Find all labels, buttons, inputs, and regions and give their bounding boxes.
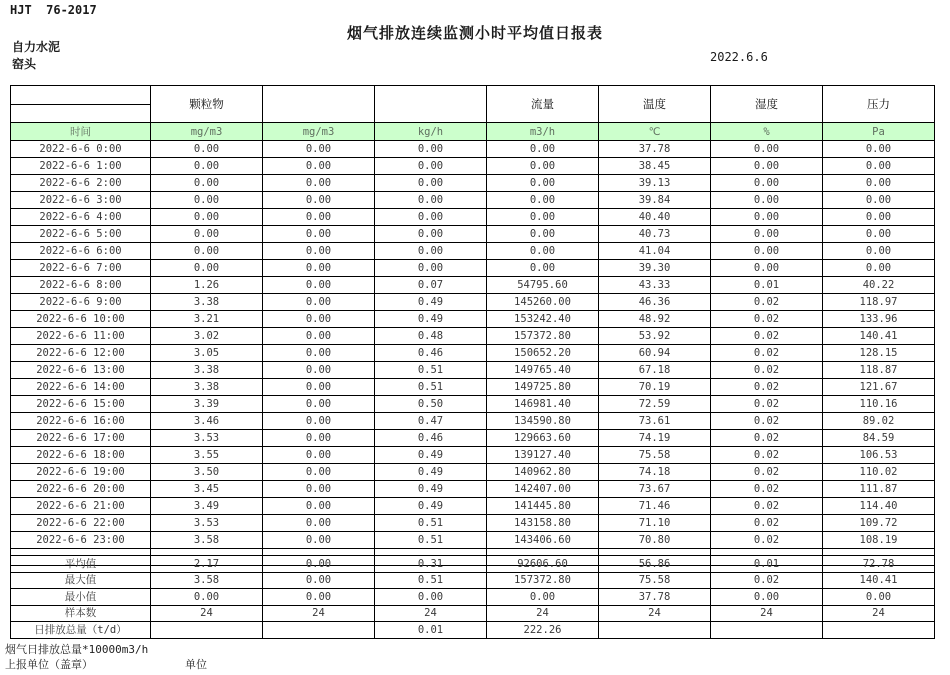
value-cell: 0.49 (375, 498, 487, 515)
value-cell: 0.00 (487, 141, 599, 158)
summary-value: 140.41 (823, 572, 935, 589)
value-cell: 0.00 (151, 175, 263, 192)
summary-table (10, 555, 935, 639)
time-cell: 2022-6-6 2:00 (11, 175, 151, 192)
col-header-flow: 流量 (487, 86, 599, 123)
hourly-row (11, 345, 935, 362)
value-cell: 41.04 (599, 243, 711, 260)
summary-value: 0.00 (263, 556, 375, 573)
time-cell: 2022-6-6 13:00 (11, 362, 151, 379)
time-cell: 2022-6-6 7:00 (11, 260, 151, 277)
value-cell: 0.00 (487, 158, 599, 175)
summary-value: 92606.60 (487, 556, 599, 573)
time-cell: 2022-6-6 22:00 (11, 515, 151, 532)
hourly-row (11, 532, 935, 549)
time-cell: 2022-6-6 4:00 (11, 209, 151, 226)
summary-value (599, 622, 711, 639)
value-cell: 0.00 (263, 430, 375, 447)
value-cell: 121.67 (823, 379, 935, 396)
value-cell: 0.02 (711, 311, 823, 328)
value-cell: 142407.00 (487, 481, 599, 498)
time-cell: 2022-6-6 19:00 (11, 464, 151, 481)
summary-label: 平均值 (11, 556, 151, 573)
value-cell: 0.00 (375, 158, 487, 175)
summary-row (11, 589, 935, 606)
time-cell: 2022-6-6 8:00 (11, 277, 151, 294)
value-cell: 0.00 (711, 158, 823, 175)
value-cell: 0.46 (375, 430, 487, 447)
value-cell: 109.72 (823, 515, 935, 532)
hourly-row (11, 158, 935, 175)
value-cell: 139127.40 (487, 447, 599, 464)
value-cell: 0.00 (375, 192, 487, 209)
summary-value: 24 (263, 605, 375, 622)
value-cell: 60.94 (599, 345, 711, 362)
value-cell: 0.00 (263, 498, 375, 515)
value-cell: 108.19 (823, 532, 935, 549)
summary-value: 157372.80 (487, 572, 599, 589)
hourly-row (11, 447, 935, 464)
report-date: 2022.6.6 (710, 50, 768, 64)
unit-header-row (11, 123, 935, 141)
time-header-blank-top (11, 86, 151, 105)
value-cell: 43.33 (599, 277, 711, 294)
flow-total-note: 烟气日排放总量*10000m3/h (5, 643, 149, 656)
summary-value: 24 (599, 605, 711, 622)
value-cell: 0.00 (711, 243, 823, 260)
value-cell: 0.50 (375, 396, 487, 413)
value-cell: 0.49 (375, 294, 487, 311)
unit-percent: % (711, 123, 823, 141)
value-cell: 153242.40 (487, 311, 599, 328)
value-cell: 0.00 (375, 209, 487, 226)
value-cell: 70.80 (599, 532, 711, 549)
hourly-row (11, 175, 935, 192)
value-cell: 0.02 (711, 515, 823, 532)
value-cell: 0.00 (711, 141, 823, 158)
value-cell: 0.00 (263, 396, 375, 413)
value-cell: 1.26 (151, 277, 263, 294)
hourly-row (11, 243, 935, 260)
value-cell: 3.21 (151, 311, 263, 328)
value-cell: 0.02 (711, 362, 823, 379)
value-cell: 0.00 (375, 141, 487, 158)
value-cell: 74.18 (599, 464, 711, 481)
value-cell: 0.00 (375, 175, 487, 192)
value-cell: 134590.80 (487, 413, 599, 430)
value-cell: 0.02 (711, 328, 823, 345)
value-cell: 0.00 (151, 243, 263, 260)
value-cell: 3.39 (151, 396, 263, 413)
value-cell: 118.87 (823, 362, 935, 379)
value-cell: 0.01 (711, 277, 823, 294)
value-cell: 72.59 (599, 396, 711, 413)
value-cell: 110.02 (823, 464, 935, 481)
value-cell: 3.53 (151, 430, 263, 447)
value-cell: 0.51 (375, 379, 487, 396)
standard-code: HJT 76-2017 (10, 3, 97, 17)
value-cell: 0.02 (711, 481, 823, 498)
value-cell: 0.00 (263, 141, 375, 158)
value-cell: 0.00 (151, 192, 263, 209)
value-cell: 39.30 (599, 260, 711, 277)
value-cell: 38.45 (599, 158, 711, 175)
value-cell: 111.87 (823, 481, 935, 498)
reporting-unit-label: 上报单位（盖章） (5, 658, 93, 671)
value-cell: 0.00 (487, 260, 599, 277)
summary-row (11, 622, 935, 639)
hourly-row (11, 277, 935, 294)
value-cell: 0.00 (823, 175, 935, 192)
summary-value: 24 (375, 605, 487, 622)
value-cell: 0.00 (375, 260, 487, 277)
value-cell: 0.02 (711, 345, 823, 362)
summary-label: 样本数 (11, 605, 151, 622)
value-cell: 3.50 (151, 464, 263, 481)
summary-row (11, 556, 935, 573)
summary-label: 最大值 (11, 572, 151, 589)
value-cell: 0.02 (711, 379, 823, 396)
value-cell: 0.02 (711, 532, 823, 549)
value-cell: 39.13 (599, 175, 711, 192)
value-cell: 0.00 (263, 260, 375, 277)
value-cell: 40.40 (599, 209, 711, 226)
time-cell: 2022-6-6 15:00 (11, 396, 151, 413)
value-cell: 0.00 (263, 226, 375, 243)
value-cell: 0.00 (487, 209, 599, 226)
hourly-row (11, 226, 935, 243)
col-header-particulate: 颗粒物 (151, 86, 263, 123)
hourly-row (11, 430, 935, 447)
summary-value: 0.00 (711, 589, 823, 606)
value-cell: 71.46 (599, 498, 711, 515)
value-cell: 3.49 (151, 498, 263, 515)
summary-value (711, 622, 823, 639)
summary-value: 37.78 (599, 589, 711, 606)
value-cell: 0.00 (151, 226, 263, 243)
value-cell: 73.61 (599, 413, 711, 430)
value-cell: 3.45 (151, 481, 263, 498)
value-cell: 0.00 (711, 260, 823, 277)
value-cell: 70.19 (599, 379, 711, 396)
value-cell: 0.00 (711, 175, 823, 192)
value-cell: 3.02 (151, 328, 263, 345)
hourly-row (11, 481, 935, 498)
summary-row (11, 605, 935, 622)
value-cell: 0.00 (151, 260, 263, 277)
value-cell: 0.00 (263, 345, 375, 362)
time-cell: 2022-6-6 23:00 (11, 532, 151, 549)
monitoring-point: 窑头 (12, 57, 37, 71)
value-cell: 0.51 (375, 532, 487, 549)
value-cell: 40.73 (599, 226, 711, 243)
value-cell: 0.00 (263, 158, 375, 175)
value-cell: 39.84 (599, 192, 711, 209)
value-cell: 0.00 (263, 311, 375, 328)
summary-value: 0.00 (375, 589, 487, 606)
value-cell: 37.78 (599, 141, 711, 158)
value-cell: 0.00 (375, 226, 487, 243)
value-cell: 0.02 (711, 447, 823, 464)
value-cell: 0.02 (711, 498, 823, 515)
summary-value: 72.78 (823, 556, 935, 573)
summary-value: 0.02 (711, 572, 823, 589)
hourly-row (11, 260, 935, 277)
group-header-row (11, 86, 935, 105)
value-cell: 89.02 (823, 413, 935, 430)
value-cell: 146981.40 (487, 396, 599, 413)
value-cell: 0.00 (823, 260, 935, 277)
value-cell: 0.00 (823, 192, 935, 209)
time-cell: 2022-6-6 5:00 (11, 226, 151, 243)
summary-value: 0.00 (823, 589, 935, 606)
col-header-blank-1 (263, 86, 375, 123)
value-cell: 0.00 (823, 209, 935, 226)
summary-value: 24 (823, 605, 935, 622)
value-cell: 0.02 (711, 464, 823, 481)
value-cell: 0.00 (487, 192, 599, 209)
hourly-row (11, 379, 935, 396)
value-cell: 0.49 (375, 464, 487, 481)
value-cell: 0.00 (263, 515, 375, 532)
hourly-row (11, 294, 935, 311)
time-cell: 2022-6-6 1:00 (11, 158, 151, 175)
value-cell: 0.00 (263, 243, 375, 260)
summary-value: 24 (487, 605, 599, 622)
summary-value: 0.00 (263, 589, 375, 606)
value-cell: 0.02 (711, 430, 823, 447)
time-cell: 2022-6-6 10:00 (11, 311, 151, 328)
value-cell: 0.00 (263, 464, 375, 481)
time-cell: 2022-6-6 14:00 (11, 379, 151, 396)
hourly-row (11, 311, 935, 328)
time-cell: 2022-6-6 0:00 (11, 141, 151, 158)
company-name: 自力水泥 (12, 40, 61, 54)
time-cell: 2022-6-6 18:00 (11, 447, 151, 464)
value-cell: 149765.40 (487, 362, 599, 379)
value-cell: 0.00 (487, 243, 599, 260)
value-cell: 0.00 (487, 175, 599, 192)
value-cell: 71.10 (599, 515, 711, 532)
value-cell: 73.67 (599, 481, 711, 498)
summary-value: 0.31 (375, 556, 487, 573)
value-cell: 0.00 (711, 226, 823, 243)
time-cell: 2022-6-6 20:00 (11, 481, 151, 498)
value-cell: 149725.80 (487, 379, 599, 396)
hourly-row (11, 141, 935, 158)
time-cell: 2022-6-6 3:00 (11, 192, 151, 209)
value-cell: 0.00 (263, 328, 375, 345)
value-cell: 40.22 (823, 277, 935, 294)
value-cell: 141445.80 (487, 498, 599, 515)
unit-mgm3-2: mg/m3 (263, 123, 375, 141)
value-cell: 0.00 (263, 413, 375, 430)
time-header-blank-bottom (11, 105, 151, 123)
value-cell: 150652.20 (487, 345, 599, 362)
summary-value: 0.00 (487, 589, 599, 606)
hourly-row (11, 209, 935, 226)
value-cell: 3.38 (151, 294, 263, 311)
time-cell: 2022-6-6 11:00 (11, 328, 151, 345)
hourly-row (11, 328, 935, 345)
value-cell: 0.00 (823, 226, 935, 243)
value-cell: 0.00 (263, 379, 375, 396)
value-cell: 0.00 (151, 141, 263, 158)
unit-mgm3-1: mg/m3 (151, 123, 263, 141)
time-cell: 2022-6-6 21:00 (11, 498, 151, 515)
value-cell: 0.49 (375, 311, 487, 328)
value-cell: 54795.60 (487, 277, 599, 294)
value-cell: 114.40 (823, 498, 935, 515)
value-cell: 128.15 (823, 345, 935, 362)
summary-value (263, 622, 375, 639)
value-cell: 0.00 (823, 243, 935, 260)
summary-row (11, 572, 935, 589)
value-cell: 0.46 (375, 345, 487, 362)
col-header-pressure: 压力 (823, 86, 935, 123)
value-cell: 0.51 (375, 515, 487, 532)
value-cell: 118.97 (823, 294, 935, 311)
value-cell: 0.00 (823, 158, 935, 175)
summary-label: 日排放总量（t/d） (11, 622, 151, 639)
value-cell: 143158.80 (487, 515, 599, 532)
value-cell: 0.49 (375, 447, 487, 464)
value-cell: 0.02 (711, 294, 823, 311)
value-cell: 0.00 (375, 243, 487, 260)
value-cell: 0.00 (263, 362, 375, 379)
value-cell: 0.00 (263, 532, 375, 549)
value-cell: 157372.80 (487, 328, 599, 345)
value-cell: 3.38 (151, 379, 263, 396)
value-cell: 145260.00 (487, 294, 599, 311)
value-cell: 0.00 (711, 209, 823, 226)
col-header-blank-2 (375, 86, 487, 123)
summary-value (151, 622, 263, 639)
value-cell: 0.02 (711, 413, 823, 430)
value-cell: 110.16 (823, 396, 935, 413)
value-cell: 74.19 (599, 430, 711, 447)
summary-value: 0.00 (151, 589, 263, 606)
hourly-row (11, 413, 935, 430)
time-cell: 2022-6-6 6:00 (11, 243, 151, 260)
summary-value: 222.26 (487, 622, 599, 639)
value-cell: 3.53 (151, 515, 263, 532)
hourly-row (11, 396, 935, 413)
value-cell: 67.18 (599, 362, 711, 379)
value-cell: 129663.60 (487, 430, 599, 447)
hourly-row (11, 498, 935, 515)
summary-value: 3.58 (151, 572, 263, 589)
page-title: 烟气排放连续监测小时平均值日报表 (346, 24, 603, 42)
value-cell: 106.53 (823, 447, 935, 464)
value-cell: 0.00 (151, 209, 263, 226)
value-cell: 0.07 (375, 277, 487, 294)
summary-value: 0.01 (711, 556, 823, 573)
summary-label: 最小值 (11, 589, 151, 606)
summary-value: 24 (711, 605, 823, 622)
unit-pa: Pa (823, 123, 935, 141)
time-cell: 2022-6-6 12:00 (11, 345, 151, 362)
value-cell: 0.00 (823, 141, 935, 158)
col-header-temperature: 温度 (599, 86, 711, 123)
hourly-row (11, 192, 935, 209)
value-cell: 0.00 (263, 447, 375, 464)
value-cell: 75.58 (599, 447, 711, 464)
value-cell: 3.38 (151, 362, 263, 379)
value-cell: 140.41 (823, 328, 935, 345)
summary-value (823, 622, 935, 639)
value-cell: 0.00 (263, 481, 375, 498)
value-cell: 3.46 (151, 413, 263, 430)
summary-value: 0.01 (375, 622, 487, 639)
hourly-row (11, 515, 935, 532)
col-header-humidity: 湿度 (711, 86, 823, 123)
unit-m3h: m3/h (487, 123, 599, 141)
value-cell: 143406.60 (487, 532, 599, 549)
time-cell: 2022-6-6 16:00 (11, 413, 151, 430)
value-cell: 0.00 (263, 209, 375, 226)
value-cell: 0.47 (375, 413, 487, 430)
value-cell: 0.00 (263, 175, 375, 192)
value-cell: 0.00 (263, 277, 375, 294)
unit-label: 单位 (185, 658, 207, 671)
value-cell: 48.92 (599, 311, 711, 328)
value-cell: 0.00 (263, 192, 375, 209)
value-cell: 0.00 (487, 226, 599, 243)
value-cell: 0.49 (375, 481, 487, 498)
value-cell: 0.02 (711, 396, 823, 413)
summary-value: 0.51 (375, 572, 487, 589)
summary-value: 56.86 (599, 556, 711, 573)
value-cell: 133.96 (823, 311, 935, 328)
value-cell: 3.55 (151, 447, 263, 464)
value-cell: 84.59 (823, 430, 935, 447)
hourly-row (11, 464, 935, 481)
unit-celsius: ℃ (599, 123, 711, 141)
value-cell: 0.00 (151, 158, 263, 175)
time-cell: 2022-6-6 9:00 (11, 294, 151, 311)
value-cell: 3.05 (151, 345, 263, 362)
summary-value: 75.58 (599, 572, 711, 589)
value-cell: 140962.80 (487, 464, 599, 481)
summary-value: 0.00 (263, 572, 375, 589)
summary-value: 2.17 (151, 556, 263, 573)
value-cell: 46.36 (599, 294, 711, 311)
value-cell: 53.92 (599, 328, 711, 345)
hourly-data-table (10, 85, 935, 566)
value-cell: 0.48 (375, 328, 487, 345)
value-cell: 0.00 (263, 294, 375, 311)
value-cell: 0.00 (711, 192, 823, 209)
unit-kgh: kg/h (375, 123, 487, 141)
summary-value: 24 (151, 605, 263, 622)
unit-time: 时间 (11, 123, 151, 141)
hourly-row (11, 362, 935, 379)
time-cell: 2022-6-6 17:00 (11, 430, 151, 447)
value-cell: 0.51 (375, 362, 487, 379)
value-cell: 3.58 (151, 532, 263, 549)
